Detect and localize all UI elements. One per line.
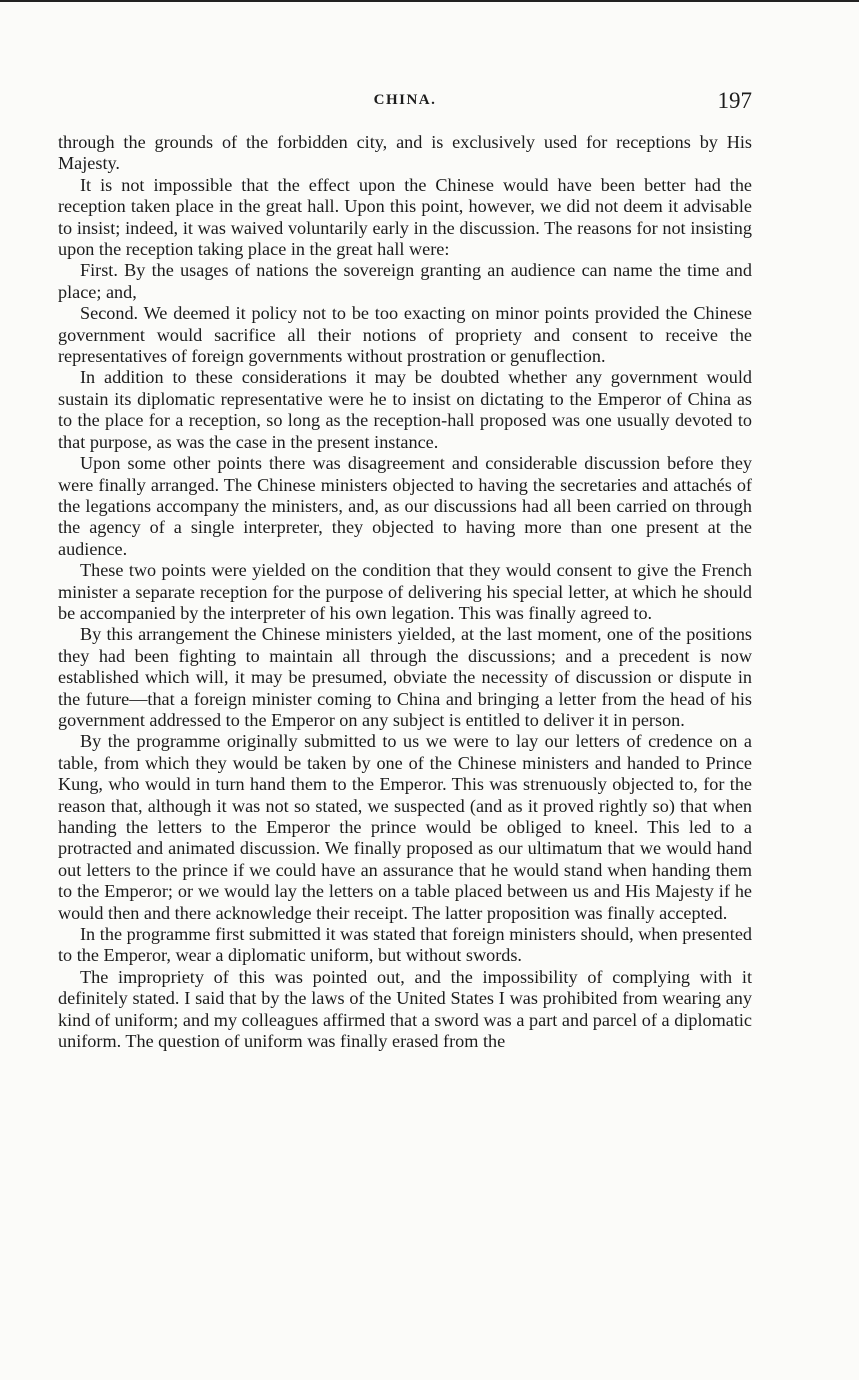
paragraph: In the programme first submitted it was stated that foreign ministers should, when presented to the Emperor, wear a diplomatic uniform, but without swords. xyxy=(58,924,752,966)
paragraph: These two points were yielded on the condition that they would consent to give the French minister a separate reception for the purpose of delivering his special letter, at which he should be accompanied by the interpreter of his own legation. This was finally agreed to. xyxy=(58,560,752,623)
paragraph: First. By the usages of nations the sovereign granting an audience can name the time and place; and, xyxy=(58,260,752,302)
paragraph: Second. We deemed it policy not to be too exacting on minor points provided the Chinese government would sacrifice all their notions of propriety and consent to receive the representatives of foreign governments without prostration or genuflection. xyxy=(58,303,752,367)
paragraph: Upon some other points there was disagreement and considerable discussion before they were finally arranged. The Chinese ministers objected to having the secretaries and attachés of the legations accompany the ministers, and, as our discussions had all been carried on through the agency of a single interpreter, they objected to having more than one present at the audience. xyxy=(58,453,752,559)
running-title: CHINA. xyxy=(373,92,437,108)
top-border-rule xyxy=(0,0,859,2)
page-number: 197 xyxy=(717,88,752,113)
paragraph: By the programme originally submitted to us we were to lay our letters of credence on a table, from which they would be taken by one of the Chinese ministers and handed to Prince Kung, who would in turn hand them to the Emperor. This was strenuously objected to, for the reason that, although it was not so stated, we suspected (and as it proved rightly so) that when handing the letters to the Emperor the prince would be obliged to kneel. This led to a protracted and animated discussion. We finally proposed as our ultimatum that we would hand out letters to the prince if we could have an assurance that he would stand when handing them to the Emperor; or we would lay the letters on a table placed between us and His Majesty if he would then and there acknowledge their receipt. The latter proposition was finally accepted. xyxy=(58,731,752,923)
running-head xyxy=(58,88,752,116)
paragraph-continuation: through the grounds of the forbidden city, and is exclusively used for receptions by His Majesty. xyxy=(58,132,752,174)
paragraph: By this arrangement the Chinese ministers yielded, at the last moment, one of the positions they had been fighting to maintain all through the discussions; and a precedent is now established which will, it may be presumed, obviate the necessity of discussion or dispute in the future—that a foreign minister coming to China and bringing a letter from the head of his government addressed to the Emperor on any subject is entitled to deliver it in person. xyxy=(58,624,752,730)
paragraph: In addition to these considerations it may be doubted whether any government would sustain its diplomatic representative were he to insist on dictating to the Emperor of China as to the place for a reception, so long as the reception-hall proposed was one usually devoted to that purpose, as was the case in the present instance. xyxy=(58,367,752,452)
body-text xyxy=(58,132,752,1052)
paragraph: The impropriety of this was pointed out, and the impossibility of complying with it definitely stated. I said that by the laws of the United States I was prohibited from wearing any kind of uniform; and my colleagues affirmed that a sword was a part and parcel of a diplomatic uniform. The question of uniform was finally erased from the xyxy=(58,966,752,1052)
paragraph: It is not impossible that the effect upon the Chinese would have been better had the reception taken place in the great hall. Upon this point, however, we did not deem it advisable to insist; indeed, it was waived voluntarily early in the discussion. The reasons for not insisting upon the reception taking place in the great hall were: xyxy=(58,174,752,260)
